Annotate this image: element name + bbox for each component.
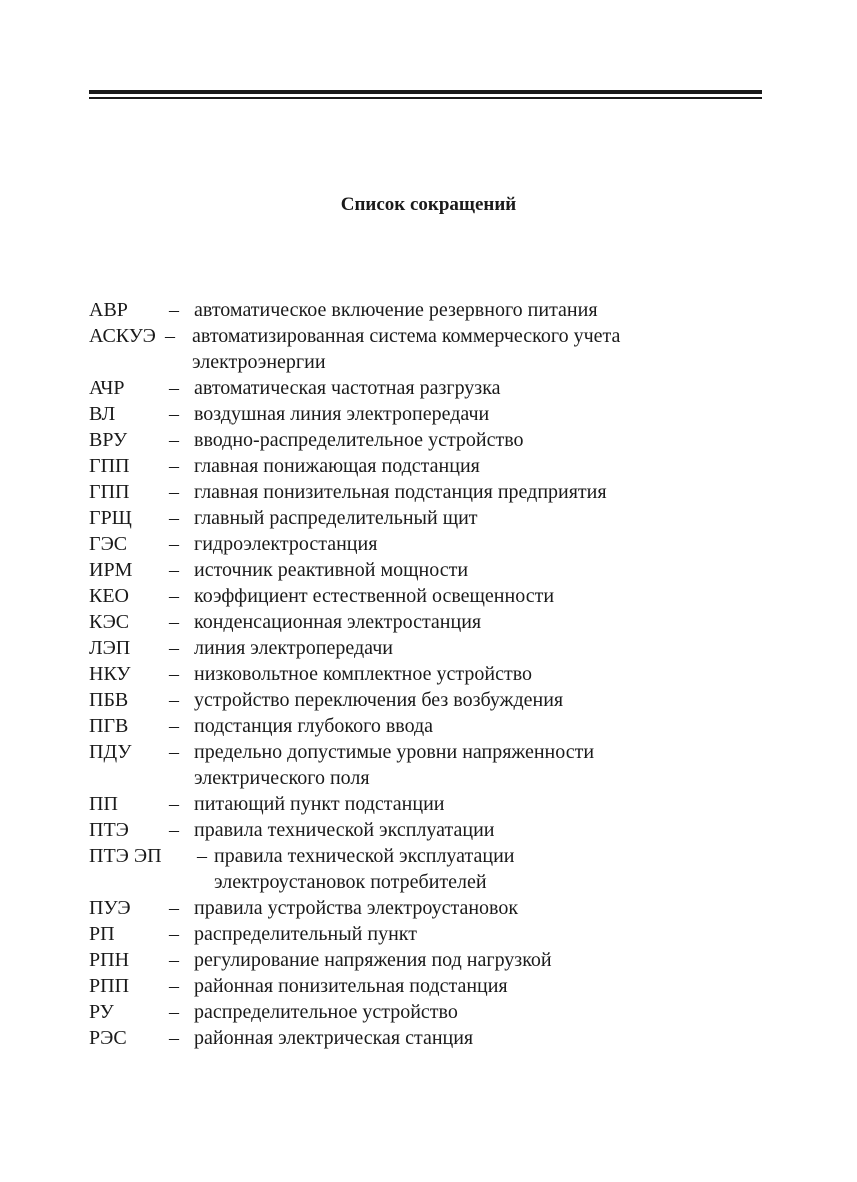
definition: регулирование напряжения под нагрузкой [194,949,552,971]
abbreviation: ГПП [89,481,130,503]
abbreviation: РУ [89,1001,114,1023]
definition: главная понизительная подстанция предприятия [194,481,607,503]
abbreviation-entry [89,635,789,661]
abbreviation: ГЭС [89,533,128,555]
definition: автоматическое включение резервного питания [194,299,598,321]
abbreviation-entry [89,973,789,999]
dash: – [169,715,179,737]
abbreviation: АСКУЭ [89,325,156,347]
dash: – [169,741,179,763]
dash: – [169,585,179,607]
definition: подстанция глубокого ввода [194,715,434,737]
abbreviation-entry [89,401,789,427]
definition: автоматизированная система коммерческого учета электроэнергии [192,325,621,373]
definition: конденсационная электростанция [194,611,482,633]
abbreviation-entry [89,947,789,973]
abbreviation: ВЛ [89,403,116,425]
definition: правила технической эксплуатации [194,819,495,841]
abbreviation: ИРМ [89,559,133,581]
definition: линия электропередачи [194,637,394,659]
abbreviation-list [89,297,789,1051]
abbreviation: ПДУ [89,741,132,763]
dash: – [169,975,179,997]
dash: – [169,689,179,711]
abbreviation-entry [89,999,789,1025]
header-rule-thick [89,90,762,94]
abbreviation-entry [89,375,789,401]
definition: распределительный пункт [194,923,417,945]
dash: – [169,299,179,321]
abbreviation: АВР [89,299,128,321]
abbreviation: НКУ [89,663,131,685]
dash: – [169,507,179,529]
abbreviation-entry [89,297,789,323]
dash: – [169,429,179,451]
definition: предельно допустимые уровни напряженности электрического поля [194,741,595,789]
abbreviation-entry [89,609,789,635]
definition: гидроэлектростанция [194,533,378,555]
dash: – [169,455,179,477]
dash: – [165,325,175,347]
header-rule-thin [89,97,762,99]
dash: – [169,897,179,919]
abbreviation: КЭС [89,611,130,633]
abbreviation: АЧР [89,377,125,399]
definition: районная электрическая станция [194,1027,474,1049]
abbreviation: ПТЭ ЭП [89,845,162,867]
abbreviation: ПГВ [89,715,129,737]
abbreviation-entry [89,1025,789,1051]
dash: – [169,377,179,399]
abbreviation-entry [89,817,789,843]
dash: – [169,637,179,659]
definition: воздушная линия электропередачи [194,403,490,425]
definition: районная понизительная подстанция [194,975,508,997]
abbreviation-entry [89,323,789,375]
page-title: Список сокращений [340,194,517,215]
abbreviation: ПУЭ [89,897,131,919]
dash: – [169,1001,179,1023]
abbreviation: РПН [89,949,130,971]
definition: правила устройства электроустановок [194,897,519,919]
abbreviation: ГПП [89,455,130,477]
abbreviation: ПБВ [89,689,129,711]
abbreviation-entry [89,557,789,583]
abbreviation: ЛЭП [89,637,131,659]
dash: – [169,663,179,685]
abbreviation-entry [89,479,789,505]
dash: – [169,611,179,633]
definition: правила технической эксплуатации электроустановок потребителей [214,845,515,893]
abbreviation: ПТЭ [89,819,129,841]
dash: – [169,403,179,425]
abbreviation-entry [89,687,789,713]
abbreviation-entry [89,713,789,739]
dash: – [169,533,179,555]
abbreviation: РПП [89,975,130,997]
abbreviation-entry [89,739,789,791]
dash: – [169,923,179,945]
definition: распределительное устройство [194,1001,458,1023]
dash: – [169,819,179,841]
definition: источник реактивной мощности [194,559,469,581]
abbreviation: РЭС [89,1027,127,1049]
dash: – [169,1027,179,1049]
definition: главный распределительный щит [194,507,478,529]
abbreviation-entry [89,453,789,479]
abbreviation-entry [89,895,789,921]
abbreviation-entry [89,843,789,895]
definition: питающий пункт подстанции [194,793,445,815]
definition: низковольтное комплектное устройство [194,663,532,685]
abbreviation-entry [89,661,789,687]
dash: – [197,845,207,867]
dash: – [169,559,179,581]
definition: главная понижающая подстанция [194,455,480,477]
abbreviation: ПП [89,793,118,815]
abbreviation-entry [89,427,789,453]
dash: – [169,481,179,503]
dash: – [169,793,179,815]
definition: устройство переключения без возбуждения [194,689,564,711]
abbreviation: РП [89,923,115,945]
abbreviation: ГРЩ [89,507,132,529]
abbreviation-entry [89,505,789,531]
abbreviation: ВРУ [89,429,128,451]
abbreviation-entry [89,921,789,947]
definition: вводно-распределительное устройство [194,429,524,451]
abbreviation-entry [89,531,789,557]
definition: коэффициент естественной освещенности [194,585,555,607]
abbreviation-entry [89,791,789,817]
abbreviation: КЕО [89,585,129,607]
dash: – [169,949,179,971]
definition: автоматическая частотная разгрузка [194,377,501,399]
abbreviation-entry [89,583,789,609]
